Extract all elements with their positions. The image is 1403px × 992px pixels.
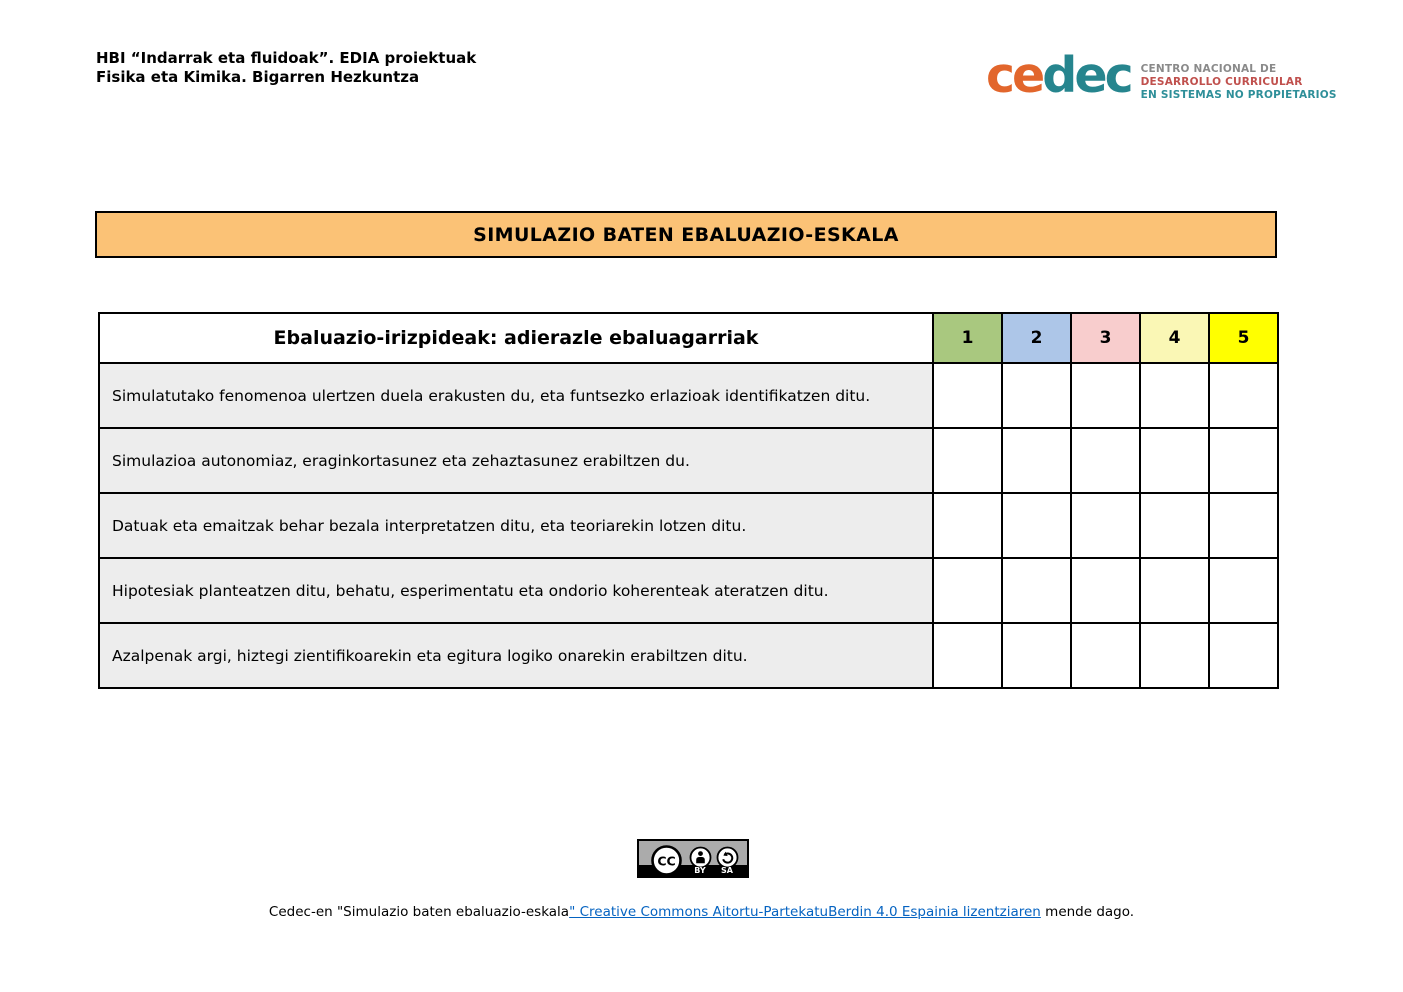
footer-text-prefix: Cedec-en "Simulazio baten ebaluazio-eskala [268, 904, 570, 920]
score-cell [933, 363, 1002, 428]
header-line-1: HBI “Indarrak eta fluidoak”. EDIA proiektuak [96, 49, 477, 67]
score-column-header-5: 5 [1209, 313, 1278, 363]
criteria-cell: Simulatutako fenomenoa ulertzen duela erakusten du, eta funtsezko erlazioak identifikatzen ditu. [99, 363, 933, 428]
score-cell [1002, 363, 1071, 428]
table-row [99, 558, 1278, 623]
table-header-row [99, 313, 1278, 363]
score-cell [1209, 623, 1278, 688]
tagline-line-2: DESARROLLO CURRICULAR [1140, 76, 1303, 88]
criteria-cell: Simulazioa autonomiaz, eraginkortasunez eta zehaztasunez erabiltzen du. [99, 428, 933, 493]
score-cell [1071, 363, 1140, 428]
wordmark-ce: ce [986, 47, 1043, 104]
score-cell [1209, 558, 1278, 623]
cedec-tagline [1141, 63, 1337, 102]
score-cell [1071, 623, 1140, 688]
wordmark-dec: dec [1042, 47, 1131, 104]
cc-icon [650, 844, 683, 877]
cedec-logo [986, 47, 1337, 104]
page-title: SIMULAZIO BATEN EBALUAZIO-ESKALA [473, 223, 899, 246]
score-cell [1071, 558, 1140, 623]
score-cell [933, 558, 1002, 623]
table-row [99, 493, 1278, 558]
score-cell [1140, 493, 1209, 558]
footer-license-link[interactable]: " Creative Commons Aitortu-PartekatuBerdin 4.0 Espainia lizentziaren [569, 904, 1041, 920]
table-row [99, 428, 1278, 493]
score-cell [1140, 558, 1209, 623]
score-cell [1209, 493, 1278, 558]
score-column-header-2: 2 [1002, 313, 1071, 363]
title-banner [95, 211, 1277, 258]
license-footer [0, 904, 1403, 920]
cedec-wordmark [986, 47, 1131, 104]
sa-label: SA [721, 866, 733, 875]
footer-text-suffix: mende dago. [1040, 904, 1135, 920]
criteria-cell: Hipotesiak planteatzen ditu, behatu, esperimentatu eta ondorio koherenteak ateratzen ditu. [99, 558, 933, 623]
criteria-cell: Datuak eta emaitzak behar bezala interpretatzen ditu, eta teoriarekin lotzen ditu. [99, 493, 933, 558]
score-cell [1140, 428, 1209, 493]
criteria-cell: Azalpenak argi, hiztegi zientifikoarekin eta egitura logiko onarekin erabiltzen ditu. [99, 623, 933, 688]
rubric-table [98, 312, 1279, 689]
cc-license-badge[interactable] [637, 839, 749, 878]
table-row [99, 363, 1278, 428]
score-column-header-1: 1 [933, 313, 1002, 363]
tagline-line-1: CENTRO NACIONAL DE [1140, 63, 1277, 75]
score-cell [933, 623, 1002, 688]
score-cell [1209, 363, 1278, 428]
score-column-header-4: 4 [1140, 313, 1209, 363]
score-cell [1071, 428, 1140, 493]
page-header [96, 49, 476, 87]
score-cell [1002, 623, 1071, 688]
score-cell [1002, 558, 1071, 623]
header-line-2: Fisika eta Kimika. Bigarren Hezkuntza [96, 68, 420, 86]
tagline-line-3: EN SISTEMAS NO PROPIETARIOS [1140, 89, 1337, 101]
by-label: BY [694, 866, 706, 875]
score-cell [933, 428, 1002, 493]
criteria-column-header: Ebaluazio-irizpideak: adierazle ebaluagarriak [99, 313, 933, 363]
score-cell [1002, 493, 1071, 558]
score-cell [1140, 363, 1209, 428]
score-cell [1209, 428, 1278, 493]
score-column-header-3: 3 [1071, 313, 1140, 363]
score-cell [1071, 493, 1140, 558]
score-cell [1140, 623, 1209, 688]
score-cell [933, 493, 1002, 558]
table-row [99, 623, 1278, 688]
svg-text:CC: CC [657, 853, 676, 869]
score-cell [1002, 428, 1071, 493]
